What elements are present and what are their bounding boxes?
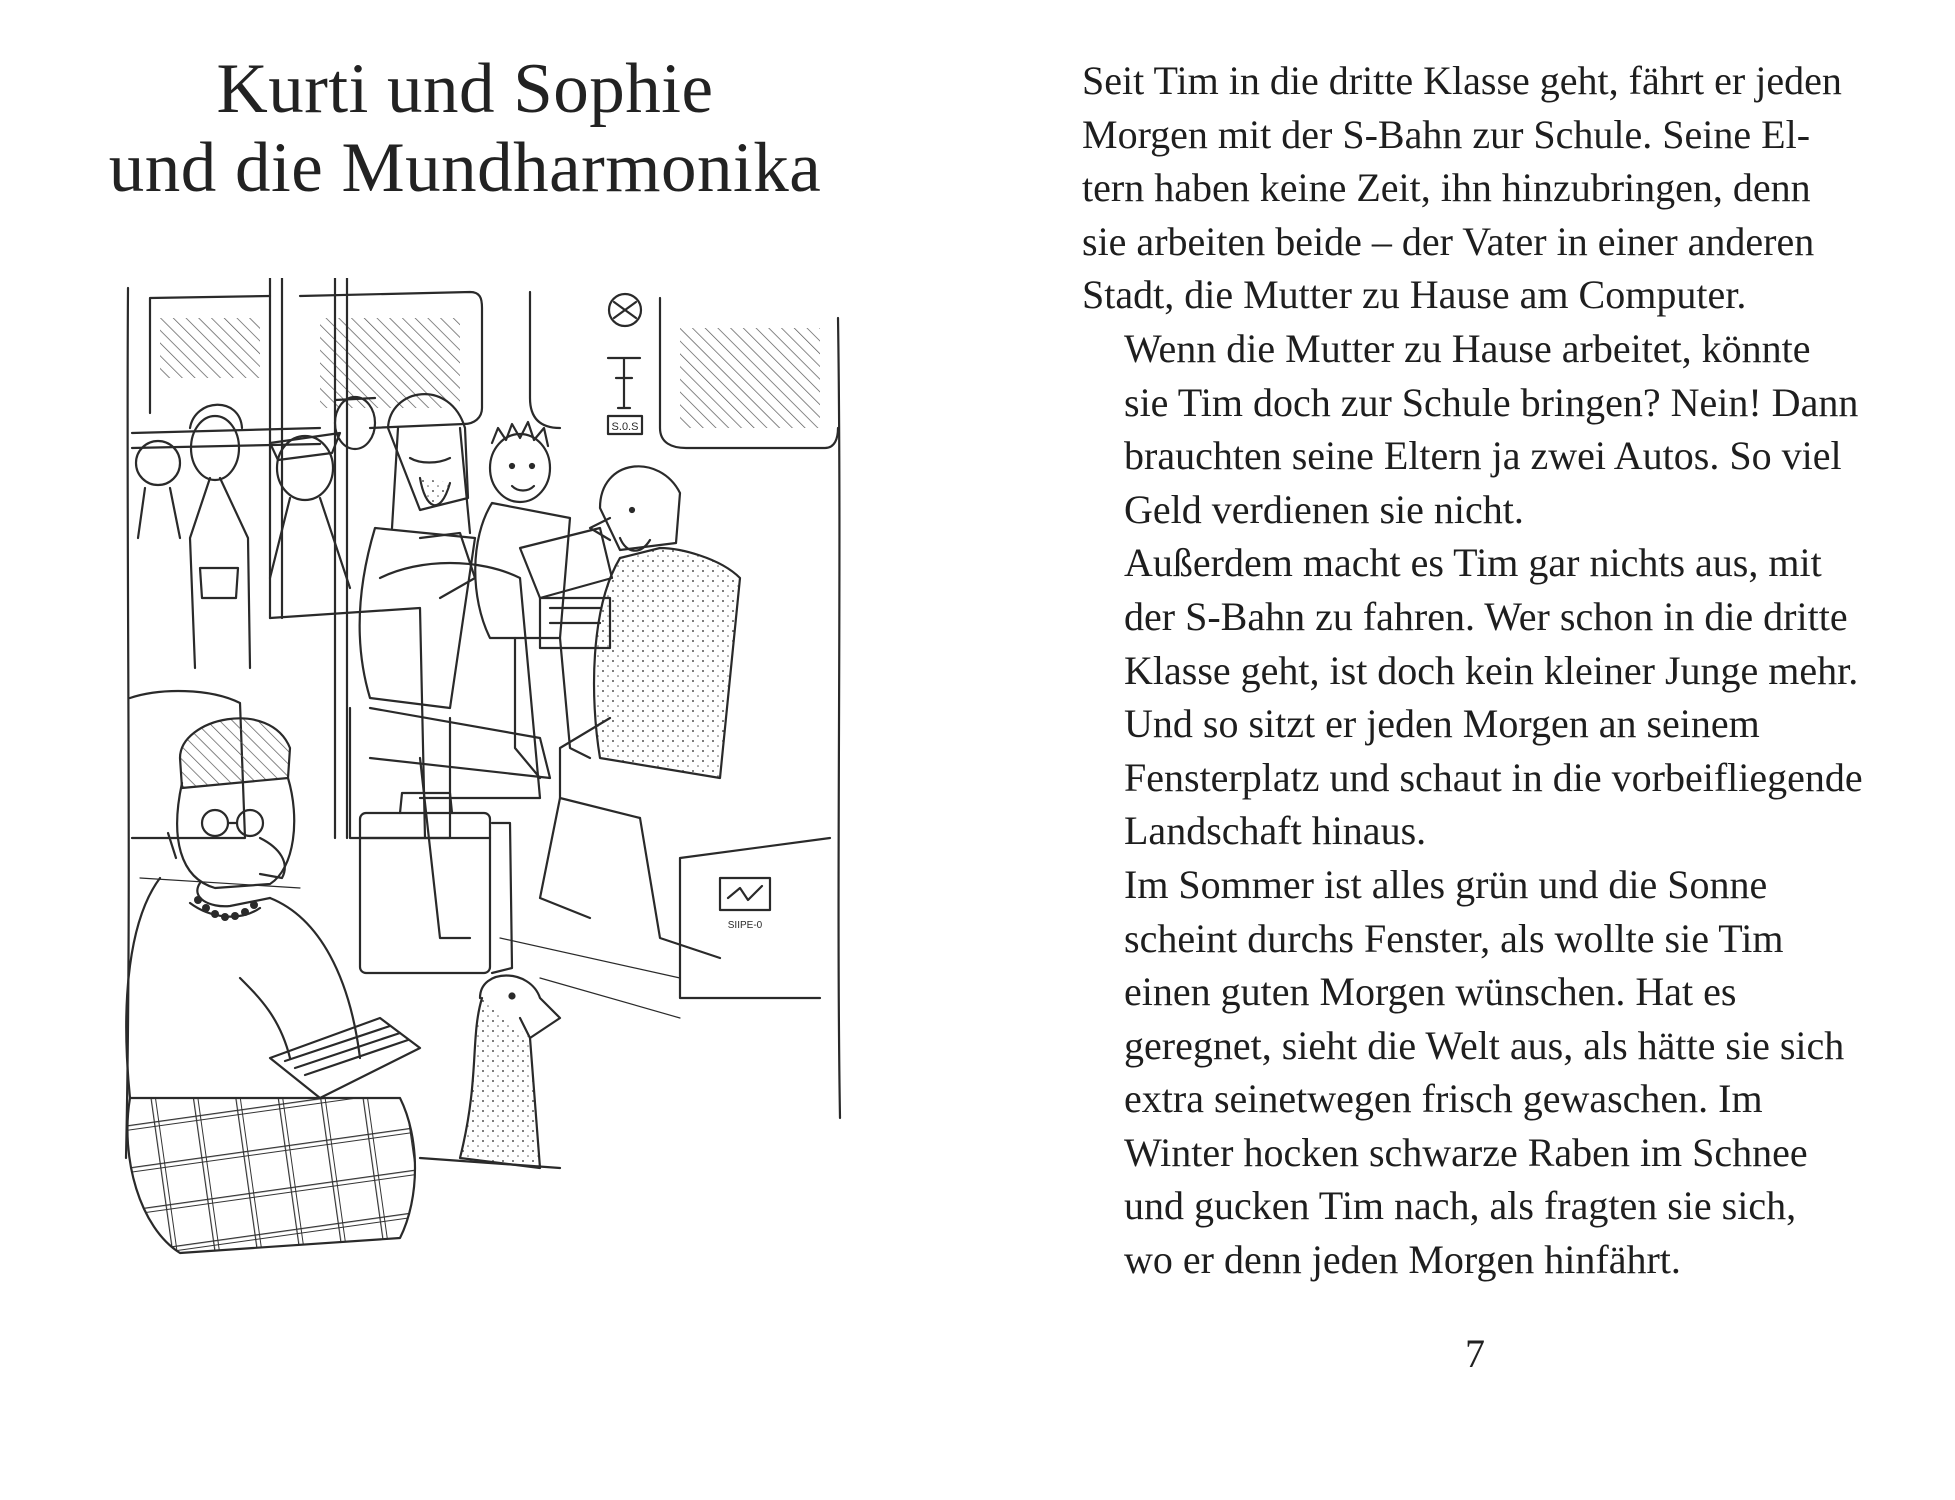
chapter-title-line-2: und die Mundharmonika: [108, 129, 822, 207]
train-windows: [150, 292, 838, 448]
right-page: [1060, 0, 1955, 1500]
text-line: wo er denn jeden Morgen hinfährt.: [1124, 1237, 1681, 1283]
emergency-sign: [608, 294, 642, 434]
text-line: Und so sitzt er jeden Morgen an seinem: [1124, 701, 1760, 747]
paragraph: [1082, 54, 1955, 322]
paragraph: [1082, 858, 1955, 1287]
text-line: Stadt, die Mutter zu Hause am Computer.: [1082, 272, 1747, 318]
dog: [420, 976, 560, 1169]
text-line: Fensterplatz und schaut in die vorbeifliegende: [1124, 754, 1863, 800]
elderly-woman: [126, 718, 420, 1253]
text-line: Winter hocken schwarze Raben im Schnee: [1124, 1129, 1808, 1175]
suitcase: [360, 793, 512, 973]
boy: [475, 422, 612, 778]
text-line: sie arbeiten beide – der Vater in einer anderen: [1082, 218, 1815, 264]
paragraph: [1082, 536, 1955, 858]
chapter-title-line-1: Kurti und Sophie: [216, 50, 714, 128]
text-line: scheint durchs Fenster, als wollte sie Tim: [1124, 915, 1784, 961]
text-line: Landschaft hinaus.: [1124, 808, 1427, 854]
panel-label: SIIPE-0: [727, 920, 763, 931]
paragraph: [1082, 322, 1955, 536]
text-line: brauchten seine Eltern ja zwei Autos. So viel: [1124, 433, 1842, 479]
text-line: und gucken Tim nach, als fragten sie sich,: [1124, 1183, 1797, 1229]
text-line: Wenn die Mutter zu Hause arbeitet, könnte: [1124, 325, 1811, 371]
text-line: Morgen mit der S-Bahn zur Schule. Seine El-: [1082, 111, 1811, 157]
background-passengers: [136, 397, 375, 668]
text-line: einen guten Morgen wünschen. Hat es: [1124, 969, 1737, 1015]
text-line: der S-Bahn zu fahren. Wer schon in die dritte: [1124, 593, 1848, 639]
text-line: Klasse geht, ist doch kein kleiner Junge mehr.: [1124, 647, 1859, 693]
text-line: Seit Tim in die dritte Klasse geht, fährt er jeden: [1082, 58, 1842, 103]
story-text: [1082, 54, 1955, 1287]
text-line: geregnet, sieht die Welt aus, als hätte sie sich: [1124, 1022, 1845, 1068]
text-line: Außerdem macht es Tim gar nichts aus, mit: [1124, 540, 1822, 586]
text-line: Im Sommer ist alles grün und die Sonne: [1124, 861, 1768, 907]
bald-man: [540, 466, 740, 958]
bearded-man: [350, 394, 550, 938]
text-line: Geld verdienen sie nicht.: [1124, 486, 1524, 532]
door-panel: [680, 838, 830, 998]
text-line: tern haben keine Zeit, ihn hinzubringen, denn: [1082, 165, 1811, 211]
chapter-title: [60, 50, 870, 208]
text-line: sie Tim doch zur Schule bringen? Nein! Dann: [1124, 379, 1859, 425]
sign-label: S.0.S: [611, 421, 639, 433]
text-line: extra seinetwegen frisch gewaschen. Im: [1124, 1076, 1763, 1122]
subway-illustration: [120, 278, 845, 1263]
page-number: 7: [1465, 1331, 1485, 1376]
